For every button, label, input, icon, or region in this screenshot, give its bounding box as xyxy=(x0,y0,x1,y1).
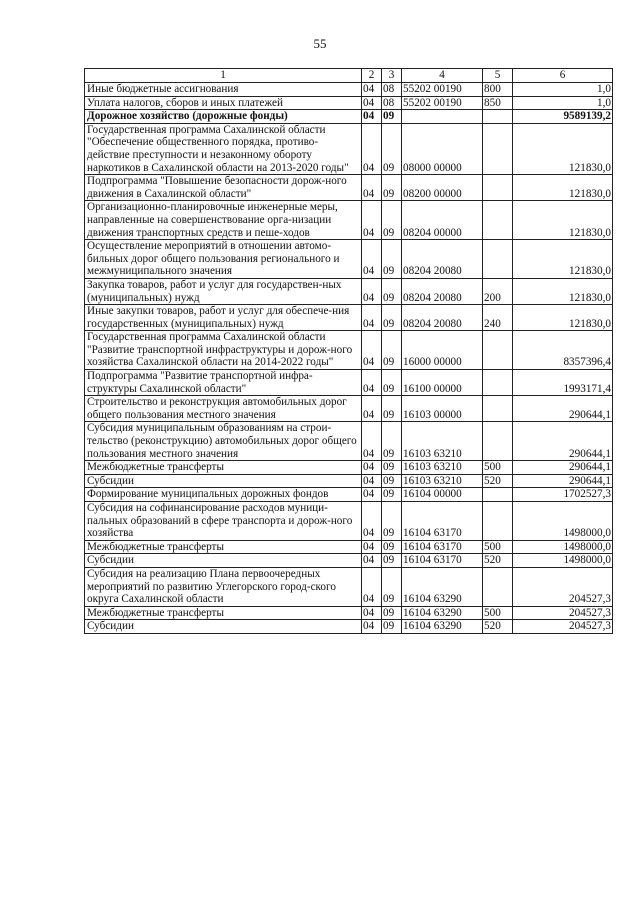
row-target-article-cell: 16000 00000 xyxy=(402,331,483,370)
row-target-article-cell: 16103 63210 xyxy=(402,422,483,461)
table-header-row xyxy=(85,69,613,83)
table-row xyxy=(85,488,613,502)
row-expense-type-cell: 850 xyxy=(483,96,513,110)
row-expense-type-cell xyxy=(483,567,513,606)
row-expense-type-cell: 500 xyxy=(483,540,513,554)
row-amount-cell: 290644,1 xyxy=(513,422,613,461)
row-section-cell: 04 xyxy=(362,606,382,620)
row-section-cell: 04 xyxy=(362,240,382,279)
row-amount-cell: 1498000,0 xyxy=(513,502,613,541)
row-expense-type-cell xyxy=(483,175,513,201)
row-name-cell: Подпрограмма "Повышение безопасности дорож-ного движения в Сахалинской области" xyxy=(85,175,362,201)
row-subsection-cell: 09 xyxy=(382,396,402,422)
row-section-cell: 04 xyxy=(362,305,382,331)
row-subsection-cell: 08 xyxy=(382,96,402,110)
row-expense-type-cell: 500 xyxy=(483,606,513,620)
row-expense-type-cell xyxy=(483,422,513,461)
column-header: 5 xyxy=(483,69,513,83)
row-subsection-cell: 09 xyxy=(382,606,402,620)
row-target-article-cell: 16104 00000 xyxy=(402,488,483,502)
table-row xyxy=(85,305,613,331)
table-row xyxy=(85,474,613,488)
table-row xyxy=(85,201,613,240)
row-expense-type-cell xyxy=(483,110,513,124)
row-amount-cell: 290644,1 xyxy=(513,396,613,422)
table-row xyxy=(85,240,613,279)
row-name-cell: Дорожное хозяйство (дорожные фонды) xyxy=(85,110,362,124)
row-subsection-cell: 09 xyxy=(382,278,402,304)
row-subsection-cell: 09 xyxy=(382,240,402,279)
row-target-article-cell: 16104 63290 xyxy=(402,620,483,634)
table-row xyxy=(85,422,613,461)
column-header: 3 xyxy=(382,69,402,83)
row-section-cell: 04 xyxy=(362,201,382,240)
row-target-article-cell: 55202 00190 xyxy=(402,96,483,110)
row-section-cell: 04 xyxy=(362,474,382,488)
row-name-cell: Субсидии xyxy=(85,620,362,634)
column-header: 6 xyxy=(513,69,613,83)
row-target-article-cell: 16104 63290 xyxy=(402,606,483,620)
row-name-cell: Межбюджетные трансферты xyxy=(85,461,362,475)
row-section-cell: 04 xyxy=(362,488,382,502)
column-header: 1 xyxy=(85,69,362,83)
row-amount-cell: 1702527,3 xyxy=(513,488,613,502)
page-number: 55 xyxy=(313,36,327,51)
table-row xyxy=(85,175,613,201)
table-row xyxy=(85,96,613,110)
row-target-article-cell: 16103 00000 xyxy=(402,396,483,422)
row-section-cell: 04 xyxy=(362,540,382,554)
row-subsection-cell: 08 xyxy=(382,83,402,97)
table-row xyxy=(85,110,613,124)
row-target-article-cell: 08204 20080 xyxy=(402,278,483,304)
row-target-article-cell: 16104 63170 xyxy=(402,502,483,541)
row-amount-cell: 121830,0 xyxy=(513,278,613,304)
row-target-article-cell: 16103 63210 xyxy=(402,461,483,475)
row-target-article-cell: 08204 20080 xyxy=(402,240,483,279)
row-amount-cell: 204527,3 xyxy=(513,606,613,620)
row-subsection-cell: 09 xyxy=(382,488,402,502)
row-name-cell: Закупка товаров, работ и услуг для государствен-ных (муниципальных) нужд xyxy=(85,278,362,304)
row-target-article-cell: 55202 00190 xyxy=(402,83,483,97)
row-section-cell: 04 xyxy=(362,83,382,97)
row-amount-cell: 121830,0 xyxy=(513,305,613,331)
row-amount-cell: 1498000,0 xyxy=(513,554,613,568)
row-amount-cell: 204527,3 xyxy=(513,567,613,606)
row-amount-cell: 8357396,4 xyxy=(513,331,613,370)
row-subsection-cell: 09 xyxy=(382,422,402,461)
row-expense-type-cell xyxy=(483,123,513,174)
table-row xyxy=(85,567,613,606)
table-row xyxy=(85,502,613,541)
row-amount-cell: 1993171,4 xyxy=(513,370,613,396)
row-expense-type-cell xyxy=(483,488,513,502)
row-expense-type-cell xyxy=(483,201,513,240)
row-name-cell: Строительство и реконструкция автомобильных дорог общего пользования местного значения xyxy=(85,396,362,422)
row-subsection-cell: 09 xyxy=(382,620,402,634)
row-target-article-cell: 16104 63290 xyxy=(402,567,483,606)
row-target-article-cell: 08200 00000 xyxy=(402,175,483,201)
row-name-cell: Субсидии xyxy=(85,554,362,568)
row-amount-cell: 121830,0 xyxy=(513,123,613,174)
row-subsection-cell: 09 xyxy=(382,331,402,370)
table-row xyxy=(85,606,613,620)
row-section-cell: 04 xyxy=(362,567,382,606)
row-subsection-cell: 09 xyxy=(382,502,402,541)
row-name-cell: Организационно-планировочные инженерные меры, направленные на совершенствование орга-низации движения транспортных средств и пеше-ходов xyxy=(85,201,362,240)
row-name-cell: Осуществление мероприятий в отношении автомо-бильных дорог общего пользования регионального и межмуниципального значения xyxy=(85,240,362,279)
row-section-cell: 04 xyxy=(362,370,382,396)
row-target-article-cell: 16100 00000 xyxy=(402,370,483,396)
row-expense-type-cell: 800 xyxy=(483,83,513,97)
row-amount-cell: 1,0 xyxy=(513,83,613,97)
row-target-article-cell: 16104 63170 xyxy=(402,540,483,554)
row-name-cell: Формирование муниципальных дорожных фондов xyxy=(85,488,362,502)
row-name-cell: Государственная программа Сахалинской области "Развитие транспортной инфраструктуры и дорож-ного хозяйства Сахалинской области на 2014-2022 годы" xyxy=(85,331,362,370)
row-expense-type-cell xyxy=(483,240,513,279)
row-name-cell: Уплата налогов, сборов и иных платежей xyxy=(85,96,362,110)
row-name-cell: Субсидия на реализацию Плана первоочередных мероприятий по развитию Углегорского город-ского округа Сахалинской области xyxy=(85,567,362,606)
row-subsection-cell: 09 xyxy=(382,305,402,331)
table-row xyxy=(85,540,613,554)
row-name-cell: Иные закупки товаров, работ и услуг для обеспече-ния государственных (муниципальных) нужд xyxy=(85,305,362,331)
row-amount-cell: 290644,1 xyxy=(513,461,613,475)
row-target-article-cell: 08204 20080 xyxy=(402,305,483,331)
row-amount-cell: 1498000,0 xyxy=(513,540,613,554)
row-expense-type-cell: 520 xyxy=(483,474,513,488)
row-section-cell: 04 xyxy=(362,620,382,634)
table-row xyxy=(85,396,613,422)
row-section-cell: 04 xyxy=(362,331,382,370)
row-target-article-cell: 08204 00000 xyxy=(402,201,483,240)
row-amount-cell: 290644,1 xyxy=(513,474,613,488)
row-amount-cell: 121830,0 xyxy=(513,240,613,279)
row-subsection-cell: 09 xyxy=(382,370,402,396)
column-header: 4 xyxy=(402,69,483,83)
row-subsection-cell: 09 xyxy=(382,554,402,568)
table-row xyxy=(85,554,613,568)
table-row xyxy=(85,83,613,97)
row-subsection-cell: 09 xyxy=(382,461,402,475)
row-section-cell: 04 xyxy=(362,110,382,124)
row-expense-type-cell: 520 xyxy=(483,554,513,568)
row-subsection-cell: 09 xyxy=(382,540,402,554)
row-section-cell: 04 xyxy=(362,554,382,568)
column-header: 2 xyxy=(362,69,382,83)
row-name-cell: Субсидии xyxy=(85,474,362,488)
row-expense-type-cell xyxy=(483,370,513,396)
row-expense-type-cell: 240 xyxy=(483,305,513,331)
row-section-cell: 04 xyxy=(362,96,382,110)
row-name-cell: Субсидия муниципальным образованиям на строи-тельство (реконструкцию) автомобильных дорог общего пользования местного значения xyxy=(85,422,362,461)
row-subsection-cell: 09 xyxy=(382,123,402,174)
row-expense-type-cell: 500 xyxy=(483,461,513,475)
row-subsection-cell: 09 xyxy=(382,474,402,488)
row-section-cell: 04 xyxy=(362,123,382,174)
row-expense-type-cell: 520 xyxy=(483,620,513,634)
row-section-cell: 04 xyxy=(362,175,382,201)
row-subsection-cell: 09 xyxy=(382,175,402,201)
row-name-cell: Межбюджетные трансферты xyxy=(85,606,362,620)
table-row xyxy=(85,370,613,396)
table-row xyxy=(85,123,613,174)
row-target-article-cell: 08000 00000 xyxy=(402,123,483,174)
row-name-cell: Иные бюджетные ассигнования xyxy=(85,83,362,97)
row-name-cell: Субсидия на софинансирование расходов муници-пальных образований в сфере транспорта и дорож-ного хозяйства xyxy=(85,502,362,541)
row-name-cell: Государственная программа Сахалинской области "Обеспечение общественного порядка, противо-действие преступности и незаконному обороту наркотиков в Сахалинской области на 2013-2020 годы" xyxy=(85,123,362,174)
row-subsection-cell: 09 xyxy=(382,567,402,606)
row-section-cell: 04 xyxy=(362,502,382,541)
row-amount-cell: 121830,0 xyxy=(513,175,613,201)
row-section-cell: 04 xyxy=(362,422,382,461)
row-subsection-cell: 09 xyxy=(382,201,402,240)
row-amount-cell: 204527,3 xyxy=(513,620,613,634)
row-subsection-cell: 09 xyxy=(382,110,402,124)
table-row xyxy=(85,461,613,475)
row-section-cell: 04 xyxy=(362,396,382,422)
row-section-cell: 04 xyxy=(362,461,382,475)
table-row xyxy=(85,278,613,304)
budget-table xyxy=(84,68,613,634)
row-amount-cell: 1,0 xyxy=(513,96,613,110)
row-amount-cell: 9589139,2 xyxy=(513,110,613,124)
row-target-article-cell: 16104 63170 xyxy=(402,554,483,568)
row-expense-type-cell xyxy=(483,502,513,541)
row-expense-type-cell xyxy=(483,396,513,422)
row-section-cell: 04 xyxy=(362,278,382,304)
row-name-cell: Межбюджетные трансферты xyxy=(85,540,362,554)
row-target-article-cell: 16103 63210 xyxy=(402,474,483,488)
row-expense-type-cell: 200 xyxy=(483,278,513,304)
row-expense-type-cell xyxy=(483,331,513,370)
table-row xyxy=(85,620,613,634)
table-row xyxy=(85,331,613,370)
row-amount-cell: 121830,0 xyxy=(513,201,613,240)
row-target-article-cell xyxy=(402,110,483,124)
row-name-cell: Подпрограмма "Развитие транспортной инфра-структуры Сахалинской области" xyxy=(85,370,362,396)
